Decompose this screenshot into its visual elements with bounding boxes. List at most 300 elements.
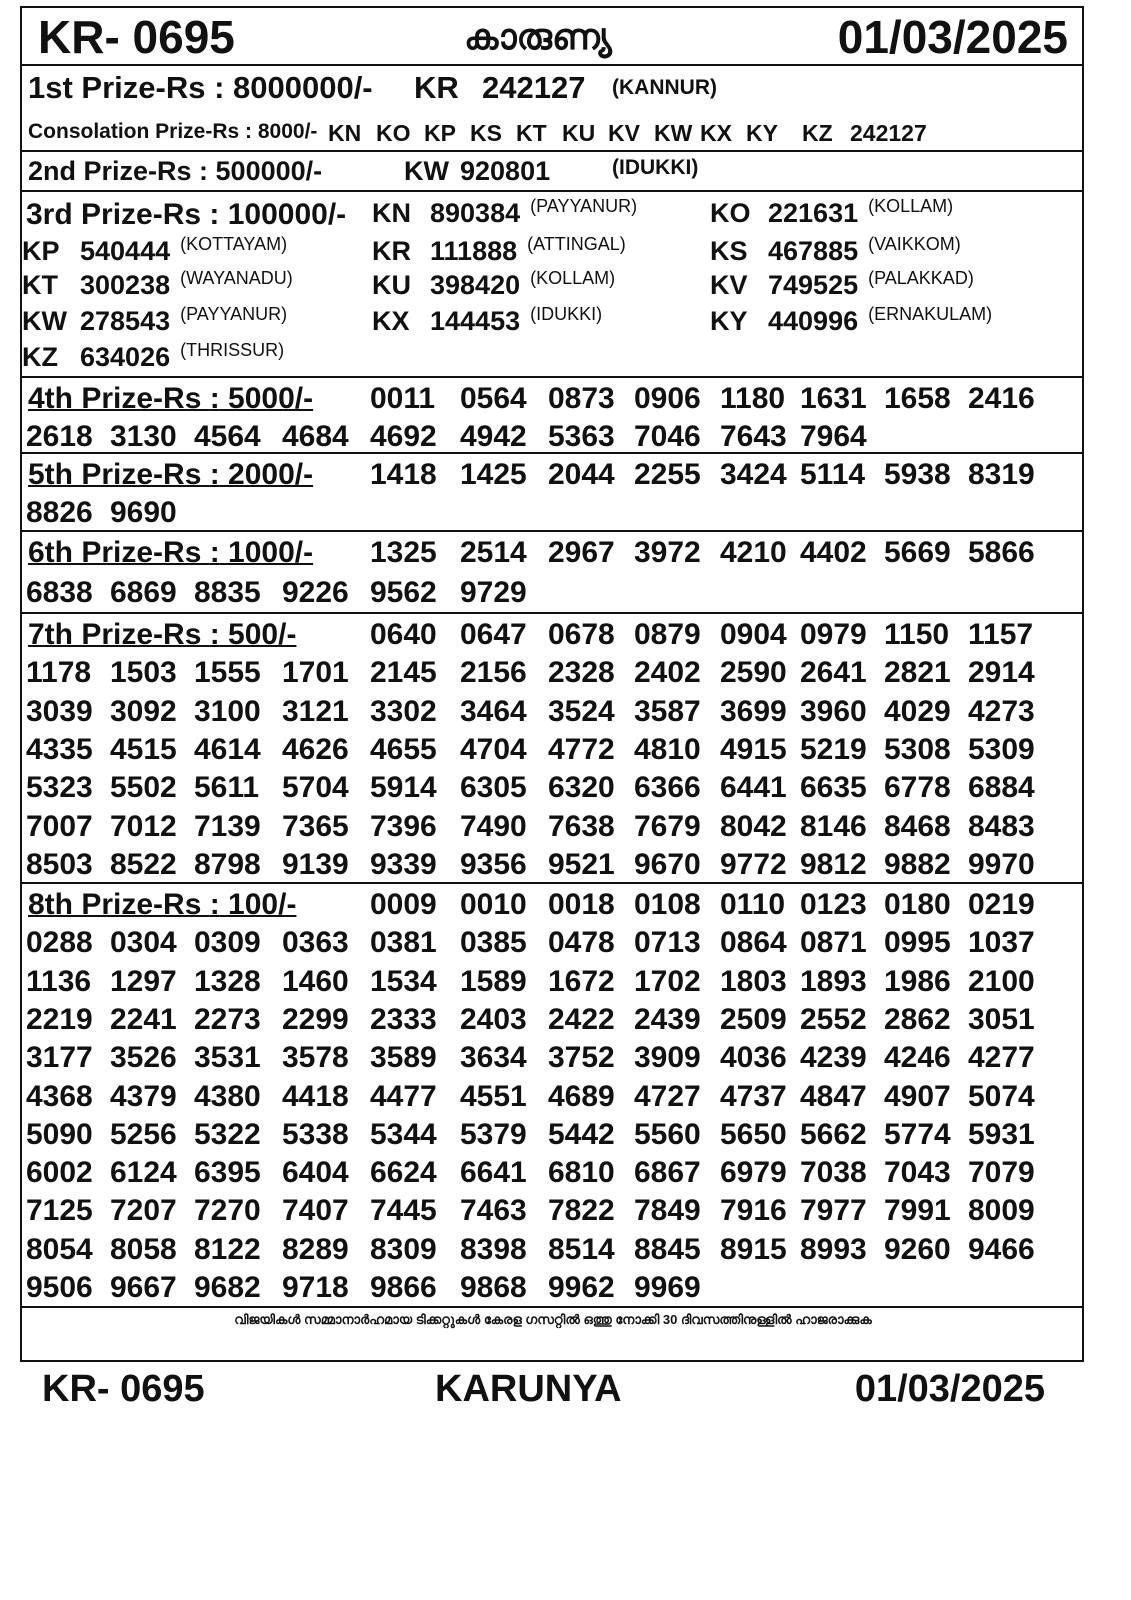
winner-series: KR [372, 236, 411, 266]
winner-location: (PAYYANUR) [180, 304, 288, 324]
winner-location: (IDUKKI) [530, 304, 603, 324]
winning-number: 0219 [968, 888, 1035, 921]
winning-number: 2402 [634, 656, 701, 690]
winning-number: 8915 [720, 1232, 787, 1266]
winning-number: 2416 [968, 382, 1035, 415]
prize-title-text: 4th Prize-Rs [28, 382, 210, 415]
winning-number: 8845 [634, 1232, 701, 1266]
winning-number: 7407 [282, 1194, 349, 1228]
winning-number: 5219 [800, 732, 867, 766]
draw-code: KR- 0695 [38, 11, 235, 63]
winning-number: 4515 [110, 732, 177, 766]
consolation-series-ku: KU [562, 120, 596, 146]
winning-number: 6441 [720, 771, 787, 805]
winner-series: KT [22, 270, 58, 300]
first-prize-label: 1st Prize-Rs : 8000000/- [28, 70, 373, 105]
winning-number: 5442 [548, 1117, 615, 1151]
winning-number: 2333 [370, 1002, 437, 1036]
winning-number: 0011 [370, 382, 436, 415]
winning-number: 0904 [720, 618, 787, 651]
winning-number: 3039 [26, 694, 93, 728]
winning-number: 8058 [110, 1232, 177, 1266]
winning-number: 7463 [460, 1194, 527, 1228]
winning-number: 4029 [884, 694, 951, 728]
winning-number: 2145 [370, 656, 437, 690]
winning-number: 4614 [194, 732, 261, 766]
consolation-series-kt: KT [516, 120, 547, 146]
winning-number: 5344 [370, 1117, 437, 1151]
winning-number: 0108 [634, 888, 701, 921]
winning-number: 5502 [110, 771, 177, 805]
first-prize-location: (KANNUR) [612, 76, 717, 99]
winning-number: 2044 [548, 458, 615, 491]
winning-number: 1150 [884, 618, 950, 651]
winning-number: 4727 [634, 1079, 701, 1113]
prize-title-amount: 500/- [219, 618, 297, 651]
winning-number: 2299 [282, 1002, 349, 1036]
winning-number: 2967 [548, 536, 615, 569]
winning-number: 2590 [720, 656, 787, 690]
winner-number: 278543 [80, 306, 171, 336]
prize-title-amount: 2000/- [219, 458, 314, 491]
draw-date: 01/03/2025 [837, 11, 1068, 63]
winning-number: 0381 [370, 926, 437, 960]
winning-number: 4239 [800, 1041, 867, 1075]
third-prize-winner [22, 306, 287, 337]
consolation-series-ks: KS [470, 120, 502, 146]
winning-number: 2514 [460, 536, 527, 569]
winning-number: 8319 [968, 458, 1035, 491]
winner-number: 749525 [768, 270, 859, 300]
first-prize-section [22, 66, 1084, 150]
winning-number: 0871 [800, 926, 867, 960]
winning-number: 0713 [634, 926, 701, 960]
winning-number: 4379 [110, 1079, 177, 1113]
consolation-series-ko: KO [376, 120, 411, 146]
first-prize-series: KR [414, 70, 459, 105]
winning-number: 9866 [370, 1271, 437, 1304]
winning-number: 9962 [548, 1271, 615, 1304]
winning-number: 7638 [548, 809, 615, 843]
winning-number: 5669 [884, 536, 951, 569]
winning-number: 4847 [800, 1079, 867, 1113]
prize-title [28, 536, 313, 570]
winning-number: 1328 [194, 964, 261, 998]
winning-number: 8122 [194, 1232, 261, 1266]
prize-title-text: 8th Prize-Rs [28, 888, 210, 921]
prize-title-text: 5th Prize-Rs [28, 458, 210, 491]
winning-number: 3960 [800, 694, 867, 728]
winning-number: 2219 [26, 1002, 93, 1036]
winning-number: 5938 [884, 458, 951, 491]
winning-number: 0110 [720, 888, 786, 921]
winning-number: 6320 [548, 771, 615, 805]
winning-number: 8993 [800, 1232, 867, 1266]
prize-title-text: 7th Prize-Rs [28, 618, 210, 651]
winning-number: 5338 [282, 1117, 349, 1151]
consolation-label: Consolation Prize-Rs : 8000/- [28, 120, 318, 143]
third-prize-winner [22, 270, 293, 301]
winning-number: 1803 [720, 964, 787, 998]
winner-number: 398420 [430, 270, 521, 300]
winning-number: 7270 [194, 1194, 261, 1228]
winning-number: 7046 [634, 420, 701, 453]
winner-series: KS [710, 236, 748, 266]
winning-number: 9260 [884, 1232, 951, 1266]
winning-number: 5090 [26, 1117, 93, 1151]
prize-title [28, 888, 296, 922]
winning-number: 9970 [968, 847, 1035, 881]
winning-number: 4477 [370, 1079, 437, 1113]
winning-number: 9969 [634, 1271, 701, 1304]
winning-number: 2422 [548, 1002, 615, 1036]
winning-number: 1136 [26, 964, 92, 998]
winner-series: KY [710, 306, 748, 336]
winning-number: 8826 [26, 496, 93, 529]
winning-number: 0678 [548, 618, 615, 651]
winning-number: 0009 [370, 888, 437, 921]
winning-number: 4772 [548, 732, 615, 766]
winning-number: 9670 [634, 847, 701, 881]
winning-number: 5363 [548, 420, 615, 453]
winning-number: 7916 [720, 1194, 787, 1228]
winning-number: 3634 [460, 1041, 527, 1075]
winning-number: 5379 [460, 1117, 527, 1151]
winning-number: 3526 [110, 1041, 177, 1075]
winning-number: 7643 [720, 420, 787, 453]
winning-number: 4246 [884, 1041, 951, 1075]
divider [22, 1306, 1084, 1308]
winning-number: 4810 [634, 732, 701, 766]
winning-number: 6404 [282, 1156, 349, 1190]
prize-title [28, 618, 296, 652]
second-prize-series: KW [404, 156, 449, 186]
winning-number: 4036 [720, 1041, 787, 1075]
winning-number: 7043 [884, 1156, 951, 1190]
winner-number: 221631 [768, 198, 859, 228]
winning-number: 4402 [800, 536, 867, 569]
consolation-series-kx: KX [700, 120, 732, 146]
third-prize-winner [22, 236, 287, 267]
winning-number: 2821 [884, 656, 951, 690]
winning-number: 0363 [282, 926, 349, 960]
consolation-series-kz: KZ [802, 120, 833, 146]
winning-number: 1418 [370, 458, 437, 491]
third-prize-section [22, 192, 1084, 376]
winning-number: 3752 [548, 1041, 615, 1075]
winning-number: 1589 [460, 964, 527, 998]
winning-number: 5611 [194, 771, 260, 805]
winning-number: 0640 [370, 618, 437, 651]
winning-number: 0018 [548, 888, 615, 921]
first-prize-number: 242127 [482, 70, 586, 105]
winning-number: 5322 [194, 1117, 261, 1151]
lottery-name-malayalam: കാരുണ്യ [464, 16, 612, 57]
third-prize-winner [372, 270, 615, 301]
winning-number: 3092 [110, 694, 177, 728]
winning-number: 2618 [26, 420, 93, 453]
winning-number: 9772 [720, 847, 787, 881]
prize-section-7 [22, 614, 1084, 884]
winner-series: KU [372, 270, 411, 300]
winning-number: 7365 [282, 809, 349, 843]
third-prize-winner [372, 198, 637, 229]
winner-location: (ATTINGAL) [527, 234, 626, 254]
winning-number: 1631 [800, 382, 867, 415]
winning-number: 8514 [548, 1232, 615, 1266]
winning-number: 9339 [370, 847, 437, 881]
winning-number: 2156 [460, 656, 527, 690]
prize-title-colon: : [209, 888, 220, 921]
winning-number: 7977 [800, 1194, 867, 1228]
prize-section-5 [22, 454, 1084, 532]
winning-number: 7079 [968, 1156, 1035, 1190]
winning-number: 1503 [110, 656, 177, 690]
winner-series: KP [22, 236, 60, 266]
winning-number: 3100 [194, 694, 261, 728]
second-prize-section [22, 152, 1084, 190]
winning-number: 3130 [110, 420, 177, 453]
winning-number: 0304 [110, 926, 177, 960]
winning-number: 5866 [968, 536, 1035, 569]
winning-number: 9690 [110, 496, 177, 529]
winning-number: 4655 [370, 732, 437, 766]
winning-number: 6366 [634, 771, 701, 805]
second-prize-label: 2nd Prize-Rs : 500000/- [28, 156, 323, 186]
winning-number: 0564 [460, 382, 527, 415]
winning-number: 5560 [634, 1117, 701, 1151]
winning-number: 7012 [110, 809, 177, 843]
winning-number: 8522 [110, 847, 177, 881]
winning-number: 5650 [720, 1117, 787, 1151]
winning-number: 6002 [26, 1156, 93, 1190]
winning-number: 7038 [800, 1156, 867, 1190]
winning-number: 8798 [194, 847, 261, 881]
notice-text: വിജയികൾ സമ്മാനാർഹമായ ടിക്കറ്റുകൾ കേരള ഗസറ്റിൽ ഒത്തു നോക്കി 30 ദിവസത്തിനുള്ളിൽ ഹാജരാക്കുക [234, 1312, 872, 1327]
winning-number: 9868 [460, 1271, 527, 1304]
consolation-series-kv: KV [608, 120, 640, 146]
winning-number: 2328 [548, 656, 615, 690]
winning-number: 9667 [110, 1271, 177, 1304]
winning-number: 6395 [194, 1156, 261, 1190]
winner-location: (VAIKKOM) [868, 234, 961, 254]
winning-number: 9356 [460, 847, 527, 881]
prize-title-colon: : [209, 618, 220, 651]
prize-title-colon: : [209, 536, 220, 569]
consolation-series-kn: KN [328, 120, 362, 146]
winning-number: 3589 [370, 1041, 437, 1075]
winning-number: 0123 [800, 888, 867, 921]
winning-number: 3051 [968, 1002, 1035, 1036]
winning-number: 5309 [968, 732, 1035, 766]
winning-number: 6869 [110, 576, 177, 609]
winning-number: 4704 [460, 732, 527, 766]
winning-number: 3302 [370, 694, 437, 728]
winning-number: 2403 [460, 1002, 527, 1036]
winning-number: 7679 [634, 809, 701, 843]
winning-number: 4692 [370, 420, 437, 453]
winning-number: 3972 [634, 536, 701, 569]
winning-number: 8054 [26, 1232, 93, 1266]
winning-number: 0647 [460, 618, 527, 651]
winning-number: 1297 [110, 964, 177, 998]
winning-number: 5931 [968, 1117, 1035, 1151]
winning-number: 3424 [720, 458, 787, 491]
winning-number: 9682 [194, 1271, 261, 1304]
winning-number: 5914 [370, 771, 437, 805]
header [22, 8, 1084, 64]
consolation-series-kw: KW [654, 120, 693, 146]
winning-number: 2509 [720, 1002, 787, 1036]
winning-number: 6305 [460, 771, 527, 805]
winning-number: 7849 [634, 1194, 701, 1228]
winner-series: KW [22, 306, 67, 336]
second-prize-number: 920801 [460, 156, 551, 186]
winning-number: 7125 [26, 1194, 93, 1228]
winning-number: 1180 [720, 382, 786, 415]
winning-number: 4335 [26, 732, 93, 766]
winner-number: 467885 [768, 236, 859, 266]
winner-number: 144453 [430, 306, 521, 336]
winning-number: 4737 [720, 1079, 787, 1113]
winning-number: 1658 [884, 382, 951, 415]
third-prize-winner [710, 270, 974, 301]
winning-number: 4551 [460, 1079, 527, 1113]
winning-number: 4273 [968, 694, 1035, 728]
winning-number: 8309 [370, 1232, 437, 1266]
winning-number: 2273 [194, 1002, 261, 1036]
winning-number: 9729 [460, 576, 527, 609]
winner-location: (PALAKKAD) [868, 268, 974, 288]
winning-number: 2439 [634, 1002, 701, 1036]
winning-number: 4277 [968, 1041, 1035, 1075]
prize-title-amount: 1000/- [219, 536, 314, 569]
winning-number: 5308 [884, 732, 951, 766]
winning-number: 4368 [26, 1079, 93, 1113]
winning-number: 2255 [634, 458, 701, 491]
winner-series: KV [710, 270, 748, 300]
winning-number: 1460 [282, 964, 349, 998]
winning-number: 4689 [548, 1079, 615, 1113]
winner-location: (PAYYANUR) [530, 196, 638, 216]
winning-number: 9562 [370, 576, 437, 609]
winner-series: KO [710, 198, 751, 228]
winner-number: 111888 [430, 236, 518, 266]
prize-title-colon: : [209, 382, 220, 415]
winning-number: 5256 [110, 1117, 177, 1151]
prize-section-8 [22, 884, 1084, 1304]
winning-number: 1986 [884, 964, 951, 998]
winning-number: 3587 [634, 694, 701, 728]
winning-number: 4564 [194, 420, 261, 453]
winning-number: 6838 [26, 576, 93, 609]
winning-number: 3121 [282, 694, 349, 728]
winning-number: 9882 [884, 847, 951, 881]
winning-number: 4942 [460, 420, 527, 453]
winner-location: (ERNAKULAM) [868, 304, 993, 324]
winner-location: (WAYANADU) [180, 268, 293, 288]
winning-number: 4626 [282, 732, 349, 766]
winning-number: 6867 [634, 1156, 701, 1190]
winning-number: 0010 [460, 888, 527, 921]
winner-series: KN [372, 198, 411, 228]
winning-number: 1037 [968, 926, 1035, 960]
winning-number: 7822 [548, 1194, 615, 1228]
winning-number: 1701 [282, 656, 349, 690]
winning-number: 4210 [720, 536, 787, 569]
winning-number: 8468 [884, 809, 951, 843]
winning-number: 9718 [282, 1271, 349, 1304]
winning-number: 3524 [548, 694, 615, 728]
third-prize-winner [710, 236, 961, 267]
winning-number: 6979 [720, 1156, 787, 1190]
prize-title-amount: 100/- [219, 888, 297, 921]
winning-number: 3531 [194, 1041, 261, 1075]
winning-number: 3909 [634, 1041, 701, 1075]
winning-number: 4907 [884, 1079, 951, 1113]
winning-number: 1534 [370, 964, 437, 998]
winning-number: 5114 [800, 458, 866, 491]
prize-title [28, 382, 313, 416]
winning-number: 1325 [370, 536, 437, 569]
winning-number: 7991 [884, 1194, 951, 1228]
winning-number: 0309 [194, 926, 261, 960]
winning-number: 3578 [282, 1041, 349, 1075]
winning-number: 5774 [884, 1117, 951, 1151]
winning-number: 2641 [800, 656, 867, 690]
winning-number: 1702 [634, 964, 701, 998]
winning-number: 9466 [968, 1232, 1035, 1266]
winning-number: 7007 [26, 809, 93, 843]
winner-number: 300238 [80, 270, 171, 300]
prize-title [28, 458, 313, 492]
winning-number: 1178 [26, 656, 92, 690]
winning-number: 3464 [460, 694, 527, 728]
winning-number: 1425 [460, 458, 527, 491]
winning-number: 1672 [548, 964, 615, 998]
winning-number: 8146 [800, 809, 867, 843]
winning-number: 4915 [720, 732, 787, 766]
winning-number: 5704 [282, 771, 349, 805]
winning-number: 8483 [968, 809, 1035, 843]
winning-number: 3699 [720, 694, 787, 728]
winning-number: 1893 [800, 964, 867, 998]
winning-number: 1555 [194, 656, 261, 690]
winner-location: (KOTTAYAM) [180, 234, 288, 254]
winning-number: 0385 [460, 926, 527, 960]
winning-number: 6624 [370, 1156, 437, 1190]
winning-number: 8289 [282, 1232, 349, 1266]
winning-number: 6778 [884, 771, 951, 805]
winning-number: 0478 [548, 926, 615, 960]
winner-series: KX [372, 306, 410, 336]
winner-number: 540444 [80, 236, 171, 266]
third-prize-label: 3rd Prize-Rs : 100000/- [26, 198, 347, 231]
winning-number: 4380 [194, 1079, 261, 1113]
winning-number: 0995 [884, 926, 951, 960]
winning-number: 5074 [968, 1079, 1035, 1113]
winning-number: 0879 [634, 618, 701, 651]
prize-title-text: 6th Prize-Rs [28, 536, 210, 569]
winner-number: 634026 [80, 342, 171, 372]
winning-number: 6810 [548, 1156, 615, 1190]
winning-number: 0979 [800, 618, 867, 651]
winning-number: 0906 [634, 382, 701, 415]
winning-number: 4684 [282, 420, 349, 453]
winner-location: (KOLLAM) [530, 268, 616, 288]
third-prize-winner [710, 198, 953, 229]
winner-number: 440996 [768, 306, 859, 336]
